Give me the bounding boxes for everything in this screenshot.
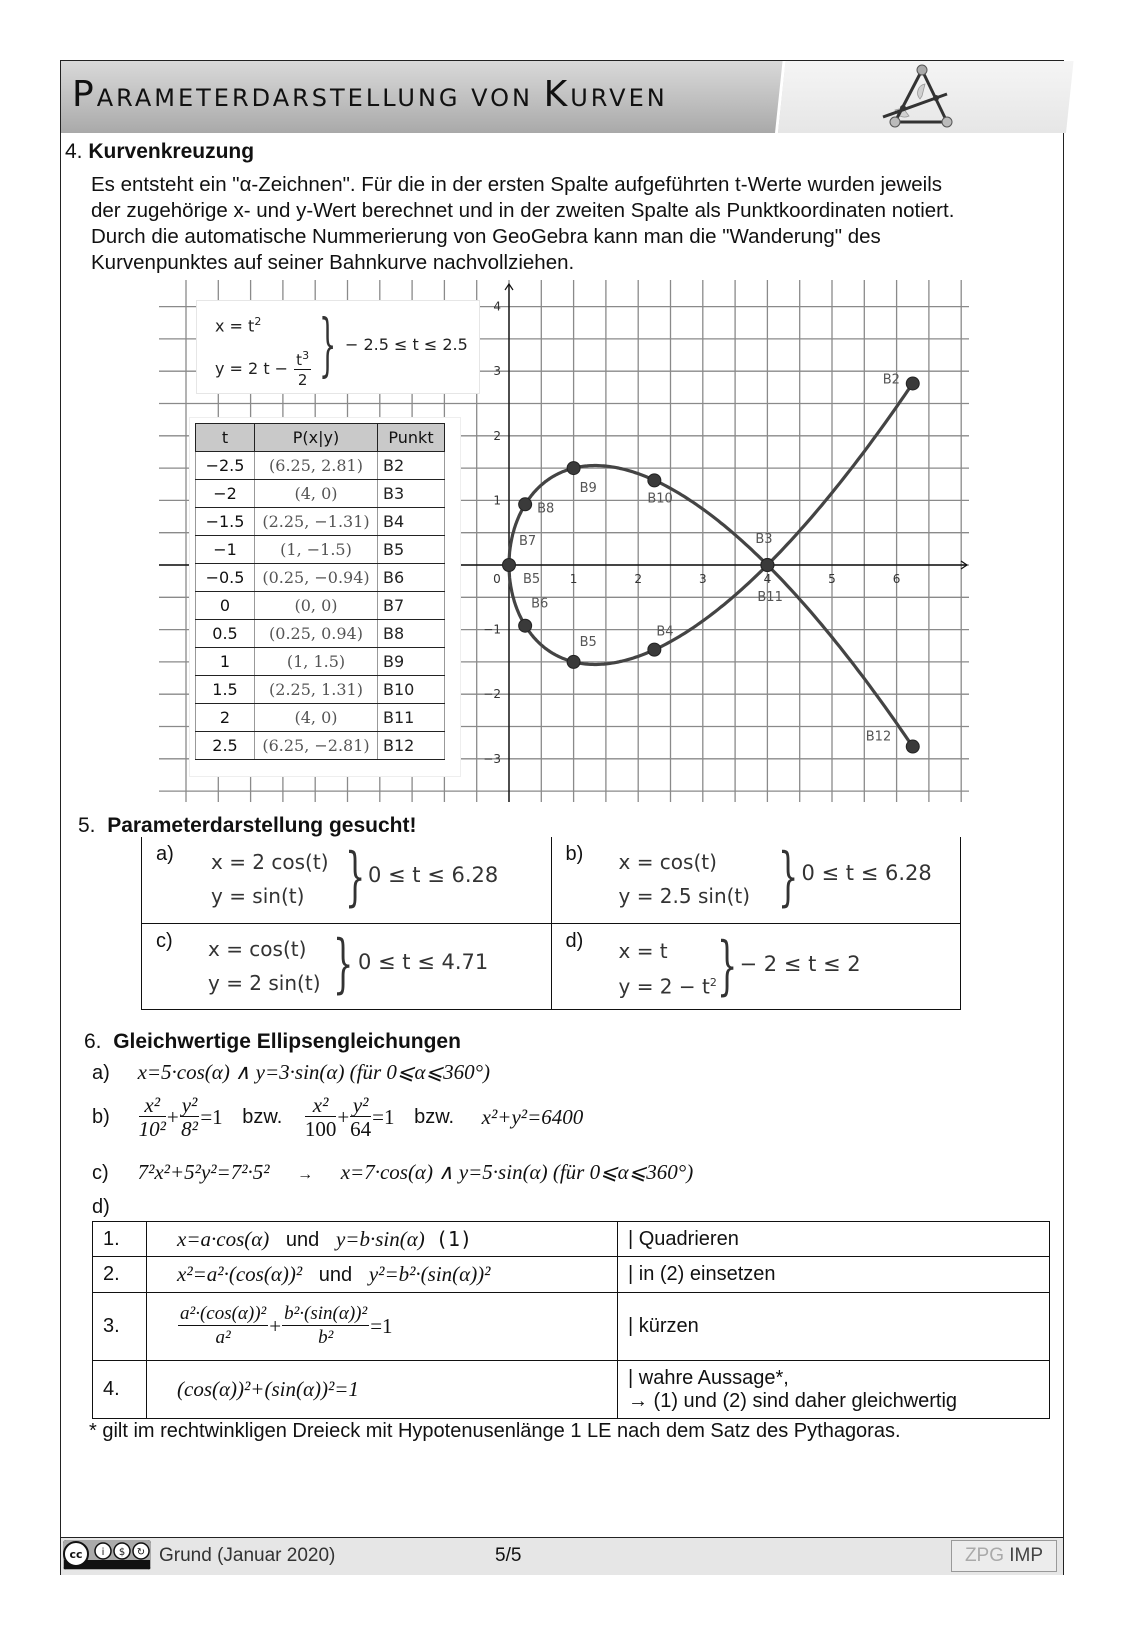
t-value: 0	[196, 592, 255, 620]
equation-x: $x = t^2$	[215, 315, 262, 336]
table-row	[93, 1222, 1050, 1257]
svg-text:$: $	[118, 1547, 126, 1558]
curve-point	[906, 377, 919, 390]
equation-x: x = 2 cos(t)	[211, 850, 329, 874]
curve-point	[567, 655, 580, 668]
equation-x: x = t	[618, 938, 668, 963]
section-4-number: 4.	[65, 140, 83, 163]
point-coordinates: (1, 1.5)	[255, 648, 378, 676]
step-number: 1.	[93, 1222, 147, 1257]
parameter-table	[141, 837, 961, 1010]
cc-by-nc-sa-icon	[63, 1540, 151, 1570]
x-tick-label: 6	[892, 572, 901, 586]
point-coordinates: (0.25, −0.94)	[255, 564, 378, 592]
point-label: B11	[757, 590, 783, 605]
parametric-equation-box	[196, 300, 480, 394]
step-number: 3.	[93, 1293, 147, 1361]
t-value: 1	[196, 648, 255, 676]
cell-label: b)	[565, 843, 584, 865]
point-label: B4	[378, 508, 445, 536]
equation-x: x = cos(t)	[208, 936, 307, 961]
t-value: 2	[196, 704, 255, 732]
table-row	[196, 676, 445, 704]
t-value: −2.5	[196, 452, 255, 480]
step-note: | in (2) einsetzen	[618, 1257, 1050, 1293]
point-label: B8	[378, 620, 445, 648]
svg-text:cc: cc	[69, 1548, 83, 1561]
cell-a	[142, 837, 552, 923]
table-row	[93, 1293, 1050, 1361]
equation-range: − 2.5 ≤ t ≤ 2.5	[345, 335, 468, 354]
step-note: | Quadrieren	[618, 1222, 1050, 1257]
point-label: B10	[378, 676, 445, 704]
y-tick-label: 2	[493, 428, 501, 443]
point-label: B3	[755, 532, 773, 547]
table-row	[93, 1361, 1050, 1419]
title-part-2: URVEN	[570, 84, 668, 112]
table-row	[196, 648, 445, 676]
brace: }	[777, 840, 798, 914]
point-coordinates: (1, −1.5)	[255, 536, 378, 564]
brace: }	[716, 928, 737, 1003]
point-label: B7	[378, 592, 445, 620]
curve-point	[567, 462, 580, 475]
point-label: B5	[523, 572, 541, 587]
equation: x²+y²=6400	[481, 1105, 584, 1129]
x-tick-label: 4	[763, 572, 772, 586]
footnote: * gilt im rechtwinkligen Dreieck mit Hypotenusenlänge 1 LE nach dem Satz des Pythagoras.	[89, 1420, 901, 1442]
step-equation: $\frac{\text{a²·(cos(α))²}}{\text{a²}}$ + $\frac{\text{b²·(sin(α))²}}{\text{b²}}$ =1	[147, 1293, 618, 1361]
curve-point	[761, 559, 774, 572]
point-label: B2	[378, 452, 445, 480]
title-initial-k: K	[543, 74, 571, 115]
point-label: B12	[378, 732, 445, 760]
y-tick-label: 3	[493, 364, 501, 379]
title-initial-p: P	[72, 74, 97, 115]
y-tick-label: 4	[493, 299, 501, 314]
cell-b	[551, 837, 961, 923]
step-note: | wahre Aussage*, → (1) und (2) sind daher gleichwertig	[618, 1361, 1050, 1419]
point-label: B8	[537, 501, 555, 517]
point-label: B3	[378, 480, 445, 508]
point-coordinates: (2.25, −1.31)	[255, 508, 378, 536]
step-note: | kürzen	[618, 1293, 1050, 1361]
fraction: $\frac{\text{y²}}{64}$	[350, 1093, 372, 1141]
section-6-title: Gleichwertige Ellipsengleichungen	[113, 1030, 461, 1053]
cell-d	[551, 923, 961, 1009]
point-coordinates: (6.25, 2.81)	[255, 452, 378, 480]
point-label: B4	[656, 624, 674, 640]
t-value: −1	[196, 536, 255, 564]
section-5-number: 5.	[78, 814, 96, 837]
point-label: B12	[865, 729, 892, 745]
section-5-title: Parameterdarstellung gesucht!	[107, 814, 417, 837]
page-title	[72, 74, 668, 115]
equation-x: x = cos(t)	[618, 850, 717, 874]
item-label: b)	[92, 1106, 110, 1128]
item-b: b) $\frac{\text{x²}}{\text{10²}}$ + $\frac{\text{y²}}{\text{8²}}$ =1 bzw. $\frac{\text{x²}}{100}$ + $\frac{\text{y²}}{64}$ =1 bzw. x²+y²=6400	[92, 1093, 584, 1141]
footer-author: Grund (Januar 2020)	[159, 1545, 336, 1566]
point-coordinates: (0.25, 0.94)	[255, 620, 378, 648]
paragraph-line: Kurvenpunktes auf seiner Bahnkurve nachvollziehen.	[91, 251, 575, 274]
brace: }	[319, 306, 337, 385]
range: − 2 ≤ t ≤ 2	[739, 951, 861, 976]
curve-point	[648, 474, 661, 487]
point-coordinates: (2.25, 1.31)	[255, 676, 378, 704]
point-coordinates: (4, 0)	[255, 704, 378, 732]
curve-point	[906, 740, 919, 753]
point-label: B7	[519, 534, 537, 549]
item-label: c)	[92, 1162, 109, 1184]
t-value: −1.5	[196, 508, 255, 536]
value-table	[195, 423, 445, 760]
table-row	[196, 732, 445, 760]
table-row	[196, 564, 445, 592]
point-label: B6	[378, 564, 445, 592]
equation: x=7·cos(α) ∧ y=5·sin(α) (für 0⩽α⩽360°)	[340, 1160, 694, 1184]
table-row	[196, 452, 445, 480]
t-value: −0.5	[196, 564, 255, 592]
y-tick-label: −2	[483, 687, 501, 702]
item-d-label: d)	[92, 1196, 110, 1218]
curve-point	[519, 498, 532, 511]
section-6-number: 6.	[84, 1030, 102, 1053]
table-row	[196, 536, 445, 564]
equation-y: y = 2 sin(t)	[208, 970, 321, 995]
section-4-paragraph	[91, 172, 1066, 276]
section-5-heading	[78, 814, 416, 838]
point-label: B5	[378, 536, 445, 564]
fraction: $\frac{\text{y²}}{\text{8²}}$	[181, 1093, 198, 1141]
section-4-heading	[65, 140, 254, 164]
arrow-icon: →	[297, 1166, 314, 1183]
fraction: $\frac{\text{x²}}{\text{10²}}$	[138, 1093, 166, 1141]
t-value: 2.5	[196, 732, 255, 760]
title-part-1: ARAMETERDARSTELLUNG VON	[96, 84, 544, 112]
range: 0 ≤ t ≤ 6.28	[368, 863, 499, 887]
curve-point	[503, 559, 516, 572]
cell-label: d)	[565, 929, 584, 952]
point-label: B6	[531, 596, 549, 612]
bzw-text: bzw.	[414, 1106, 455, 1128]
item-c	[92, 1160, 693, 1185]
table-row	[196, 480, 445, 508]
t-value: 0.5	[196, 620, 255, 648]
table-row	[196, 620, 445, 648]
step-equation: x=a·cos(α) und y=b·sin(α) (1)	[147, 1222, 618, 1257]
point-label: B10	[647, 491, 673, 507]
table-row	[196, 592, 445, 620]
column-header-point: P(x|y)	[255, 424, 378, 452]
y-tick-label: −3	[483, 751, 501, 766]
cell-label: c)	[156, 929, 173, 952]
equation: x=5·cos(α) ∧ y=3·sin(α) (für 0⩽α⩽360°)	[137, 1060, 491, 1084]
section-4-title: Kurvenkreuzung	[88, 140, 255, 163]
step-equation: x²=a²·(cos(α))² und y²=b²·(sin(α))²	[147, 1257, 618, 1293]
column-header-t: t	[196, 424, 255, 452]
point-coordinates: (0, 0)	[255, 592, 378, 620]
point-label: B5	[579, 634, 597, 650]
y-tick-label: 1	[493, 493, 501, 508]
table-row	[196, 508, 445, 536]
point-coordinates: (4, 0)	[255, 480, 378, 508]
point-label: B9	[579, 481, 597, 497]
step-number: 2.	[93, 1257, 147, 1293]
t-value: −2	[196, 480, 255, 508]
equation-y: y = sin(t)	[211, 884, 305, 908]
step-equation: (cos(α))²+(sin(α))²=1	[147, 1361, 618, 1419]
paragraph-line: der zugehörige x- und y-Wert berechnet und in der zweiten Spalte als Punktkoordinaten notiert.	[91, 199, 955, 222]
point-label: B9	[378, 648, 445, 676]
item-a	[92, 1060, 490, 1085]
paragraph-line: Es entsteht ein "α-Zeichnen". Für die in der ersten Spalte aufgeführten t-Werte wurden jeweils	[91, 173, 943, 196]
zpg-imp-badge: ZPG IMP	[951, 1540, 1057, 1572]
equation-y: y = 2 t − $\frac{t^3}{2}$	[215, 349, 310, 389]
fraction: $\frac{\text{x²}}{100}$	[304, 1093, 337, 1141]
point-label: B2	[882, 372, 900, 388]
equation-y: $y = 2 - t^2$	[618, 974, 717, 999]
range: 0 ≤ t ≤ 4.71	[358, 949, 489, 974]
svg-text:i: i	[101, 1547, 105, 1558]
paragraph-line: Durch die automatische Nummerierung von GeoGebra kann man die "Wanderung" des	[91, 225, 881, 248]
x-tick-label: 2	[634, 572, 643, 586]
equation: 7²x²+5²y²=7²·5²	[137, 1160, 270, 1184]
cell-label: a)	[156, 843, 174, 865]
step-number: 4.	[93, 1361, 147, 1419]
x-tick-label: 3	[698, 572, 707, 586]
brace: }	[333, 926, 354, 1001]
point-label: B11	[378, 704, 445, 732]
curve-point	[648, 643, 661, 656]
item-label: a)	[92, 1062, 110, 1084]
derivation-table	[92, 1221, 1050, 1419]
cell-c	[142, 923, 552, 1009]
t-value: 1.5	[196, 676, 255, 704]
y-tick-label: −1	[483, 622, 501, 637]
bzw-text: bzw.	[242, 1106, 283, 1128]
equation-y: y = 2.5 sin(t)	[618, 884, 751, 908]
point-coordinates: (6.25, −2.81)	[255, 732, 378, 760]
table-row	[93, 1257, 1050, 1293]
page-number: 5/5	[495, 1545, 522, 1566]
triangle-angle-logo-icon	[875, 64, 955, 130]
x-tick-label: 5	[828, 572, 836, 586]
section-6-heading	[84, 1030, 461, 1054]
curve-point	[519, 619, 532, 632]
range: 0 ≤ t ≤ 6.28	[801, 861, 932, 885]
table-row	[196, 704, 445, 732]
origin-label: 0	[493, 572, 501, 586]
x-tick-label: 1	[569, 572, 578, 586]
column-header-label: Punkt	[378, 424, 445, 452]
brace: }	[345, 840, 366, 914]
svg-text:↻: ↻	[136, 1547, 146, 1558]
